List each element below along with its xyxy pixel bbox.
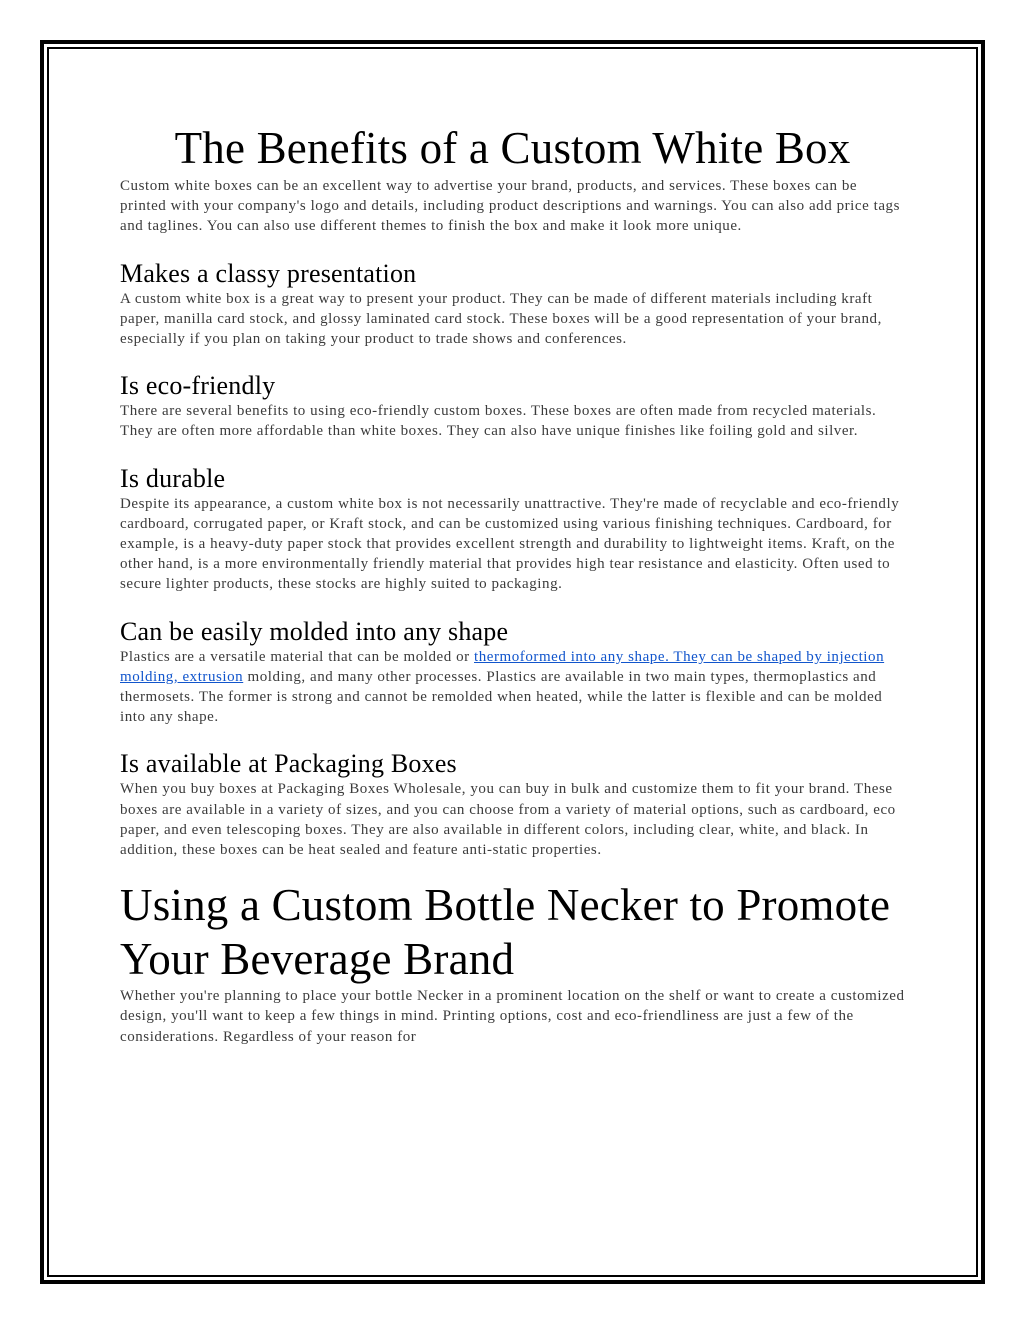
section-text-molded <box>120 647 905 728</box>
section-heading-molded: Can be easily molded into any shape <box>120 616 509 646</box>
section-heading-available: Is available at Packaging Boxes <box>120 749 457 779</box>
thermoformed-link[interactable]: thermoformed into any shape. They can be shaped by injection molding, extrusion <box>120 648 885 685</box>
section-text-eco: There are several benefits to using eco-friendly custom boxes. These boxes are often made from recycled materials. They are often more affordable than white boxes. They can also have unique finishes like foiling gold and silver. <box>120 403 877 440</box>
article-title-2: Using a Custom Bottle Necker to Promote Your Beverage Brand <box>120 880 891 985</box>
article-title: The Benefits of a Custom White Box <box>174 123 851 173</box>
intro-paragraph: Custom white boxes can be an excellent way to advertise your brand, products, and services. These boxes can be printed with your company's logo and details, including product descriptions and warnings. You can also add price tags and taglines. You can also use different themes to finish the box and make it look more unique. <box>120 178 900 235</box>
section-text-classy: A custom white box is a great way to present your product. They can be made of different materials including kraft paper, manilla card stock, and glossy laminated card stock. These boxes will be a good representation of your brand, especially if you plan on taking your product to trade shows and conferences. <box>120 290 882 348</box>
section-text-durable: Despite its appearance, a custom white box is not necessarily unattractive. They're made of recyclable and eco-friendly cardboard, corrugated paper, or Kraft stock, and can be customized using various finishing techniques. Cardboard, for example, is a heavy-duty paper stock that provides excellent strength and durability to lightweight items. Kraft, on the other hand, is a more environmentally friendly material that provides high tear resistance and elasticity. Often used to secure lighter products, these stocks are highly suited to packaging. <box>120 495 900 593</box>
molded-text-after: molding, and many other processes. Plastics are available in two main types, thermoplastics and thermosets. The former is strong and cannot be remolded when heated, while the latter is flexible and can be molded into any shape. <box>120 668 883 726</box>
document-body <box>120 120 905 1047</box>
section-heading-eco: Is eco-friendly <box>120 371 276 401</box>
section-text-available: When you buy boxes at Packaging Boxes Wholesale, you can buy in bulk and customize them to fit your brand. These boxes are available in a variety of sizes, and you can choose from a variety of material options, such as cardboard, eco paper, and even telescoping boxes. They are also available in different colors, including clear, white, and black. In addition, these boxes can be heat sealed and feature anti-static properties. <box>120 781 896 859</box>
molded-text-before: Plastics are a versatile material that can be molded or <box>120 648 475 665</box>
section-heading-durable: Is durable <box>120 463 226 493</box>
intro-paragraph-2: Whether you're planning to place your bottle Necker in a prominent location on the shelf or want to create a customized design, you'll want to keep a few things in mind. Printing options, cost and eco-friendliness are just a few of the considerations. Regardless of your reason for <box>120 988 905 1045</box>
section-heading-classy: Makes a classy presentation <box>120 258 417 288</box>
